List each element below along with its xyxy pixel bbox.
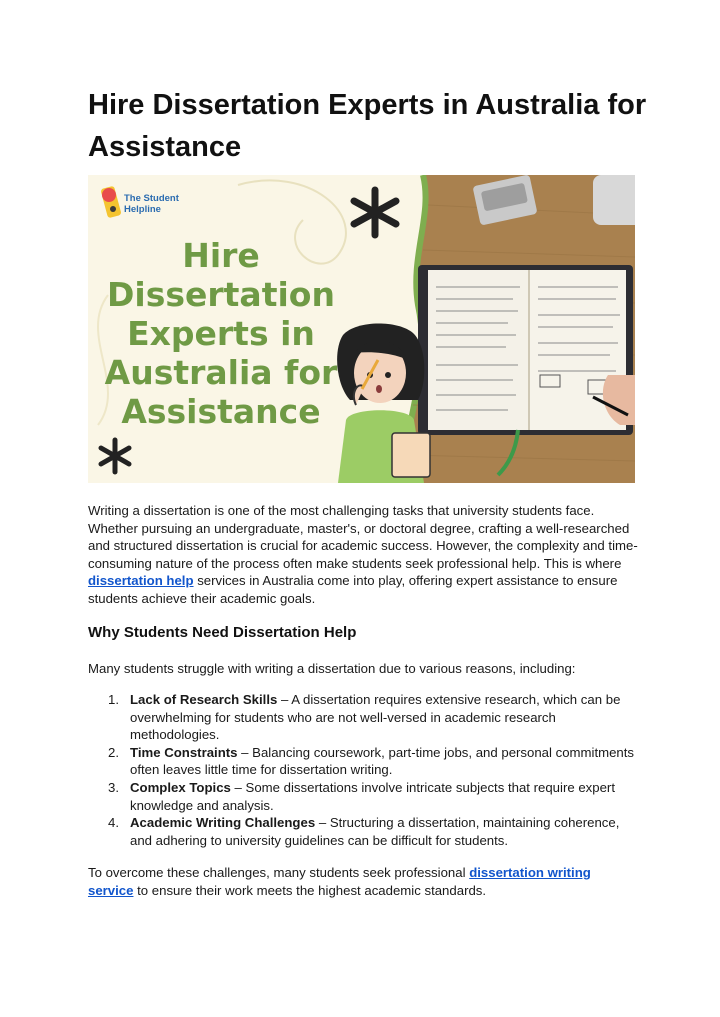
list-number: 3. (108, 779, 119, 795)
hero-illustration (88, 175, 635, 483)
list-item-title: Time Constraints (130, 744, 238, 760)
hero-headline-line2: Dissertation (107, 275, 335, 314)
closing-text-before-link: To overcome these challenges, many students seek professional (88, 865, 470, 880)
intro-text-before-link: Writing a dissertation is one of the most challenging tasks that university students face. Whether pursuing an undergraduate, master's, or doctoral degree, crafting a well-researched and structured dissertation is crucial for academic success. However, the complexity and time-consuming nature of the process often make students seek professional help. This is where (88, 503, 638, 571)
list-item-title: Complex Topics (130, 779, 231, 795)
hero-headline-line5: Assistance (121, 392, 321, 431)
reasons-list (88, 691, 638, 849)
list-item-text: – Some dissertations involve intricate subjects that require expert knowledge and analysis. (130, 779, 615, 813)
closing-paragraph (88, 864, 638, 899)
logo-line1: The Student (124, 193, 179, 204)
list-item-text: – Structuring a dissertation, maintaining coherence, and adhering to university guidelines can be difficult for students. (130, 815, 620, 848)
section-intro: Many students struggle with writing a dissertation due to various reasons, including: (88, 661, 576, 676)
list-number: 2. (108, 744, 119, 760)
list-item-text: – Balancing coursework, part-time jobs, and personal commitments often leaves little time for dissertation writing. (130, 744, 635, 778)
hero-headline-line4: Australia for (104, 353, 338, 392)
list-item (88, 779, 638, 814)
list-item-text: – A dissertation requires extensive research, which can be overwhelming for students who are not well-versed in academic research methodologies. (130, 692, 621, 743)
hero-headline-line3: Experts in (127, 314, 315, 353)
hero-image (88, 175, 635, 483)
section-heading: Why Students Need Dissertation Help (88, 624, 357, 641)
page-title: Hire Dissertation Experts in Australia for Assistance (88, 89, 647, 163)
list-number: 1. (108, 692, 119, 707)
closing-text-after-link: to ensure their work meets the highest academic standards. (133, 882, 487, 898)
intro-paragraph (88, 502, 638, 608)
list-item-title: Lack of Research Skills (130, 692, 278, 707)
logo-line2: Helpline (124, 204, 161, 215)
list-item-title: Academic Writing Challenges (130, 815, 316, 831)
list-item (88, 744, 638, 779)
dissertation-writing-service-link[interactable]: dissertation writing service (88, 865, 591, 898)
dissertation-help-link[interactable]: dissertation help (88, 573, 194, 589)
hero-headline-line1: Hire (182, 236, 260, 275)
list-number: 4. (108, 815, 119, 831)
list-item (88, 691, 638, 744)
intro-text-after-link: services in Australia come into play, offering expert assistance to ensure students achieve their academic goals. (88, 573, 618, 606)
list-item (88, 814, 638, 849)
